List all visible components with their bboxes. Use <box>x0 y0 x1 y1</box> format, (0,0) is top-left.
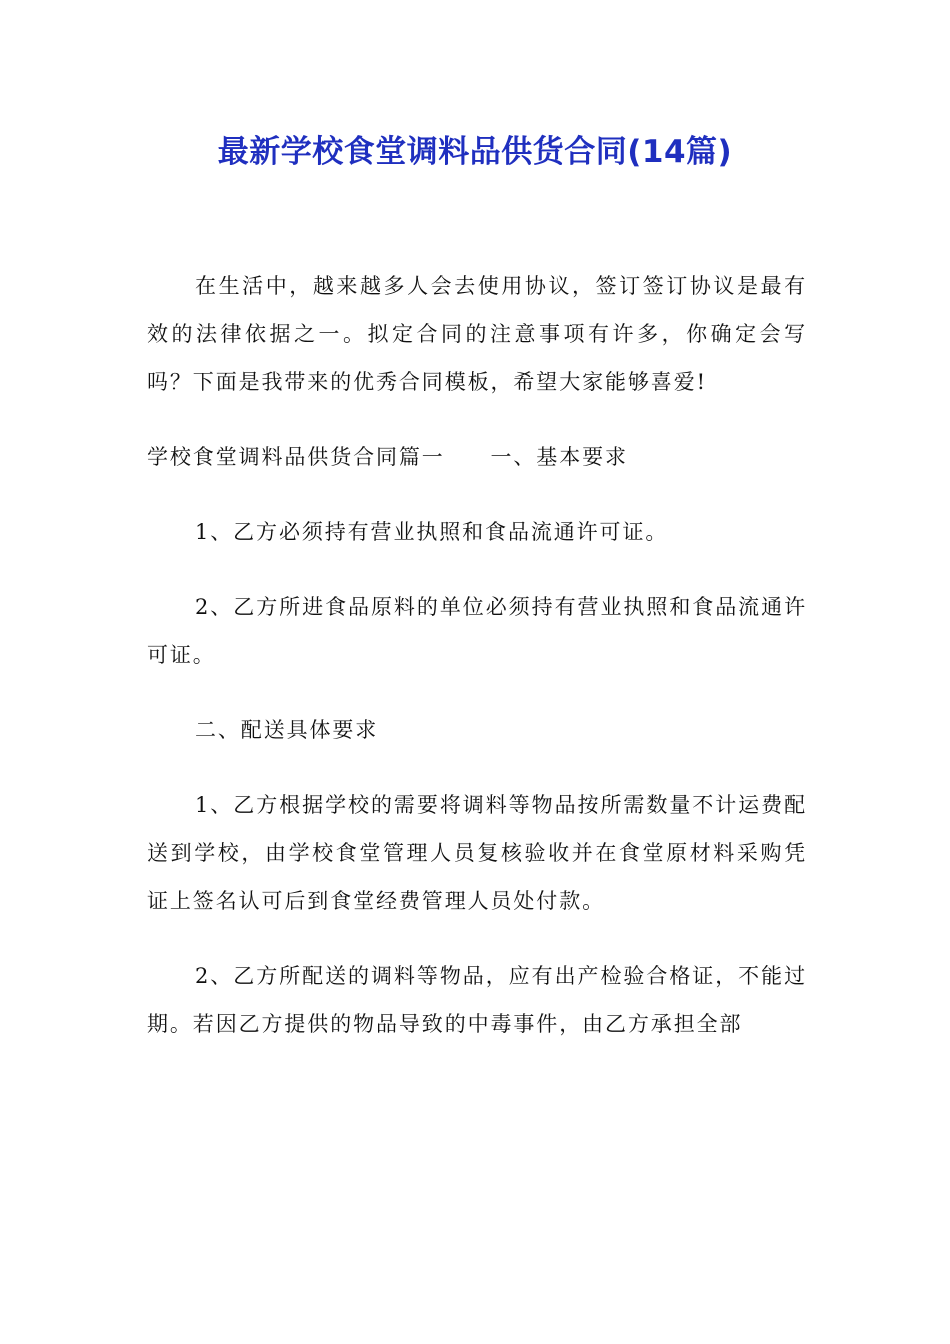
section-heading-paragraph: 二、配送具体要求 <box>195 718 379 742</box>
document-title: 最新学校食堂调料品供货合同(14篇) <box>217 134 733 170</box>
intro-paragraph: 在生活中，越来越多人会去使用协议，签订签订协议是最有效的法律依据之一。拟定合同的注意事项有许多，你确定会写吗？下面是我带来的优秀合同模板，希望大家能够喜爱! <box>147 274 807 394</box>
delivery-paragraph: 1、乙方根据学校的需要将调料等物品按所需数量不计运费配送到学校，由学校食堂管理人员复核验收并在食堂原材料采购凭证上签名认可后到食堂经费管理人员处付款。 <box>147 793 807 913</box>
requirement-paragraph: 2、乙方所进食品原料的单位必须持有营业执照和食品流通许可证。 <box>147 595 807 667</box>
section-heading-paragraph: 学校食堂调料品供货合同篇一 一、基本要求 <box>147 445 628 469</box>
delivery-paragraph: 2、乙方所配送的调料等物品，应有出产检验合格证，不能过期。若因乙方提供的物品导致的中毒事件，由乙方承担全部 <box>147 964 807 1036</box>
requirement-paragraph: 1、乙方必须持有营业执照和食品流通许可证。 <box>195 520 669 544</box>
document-body <box>147 262 807 1075</box>
